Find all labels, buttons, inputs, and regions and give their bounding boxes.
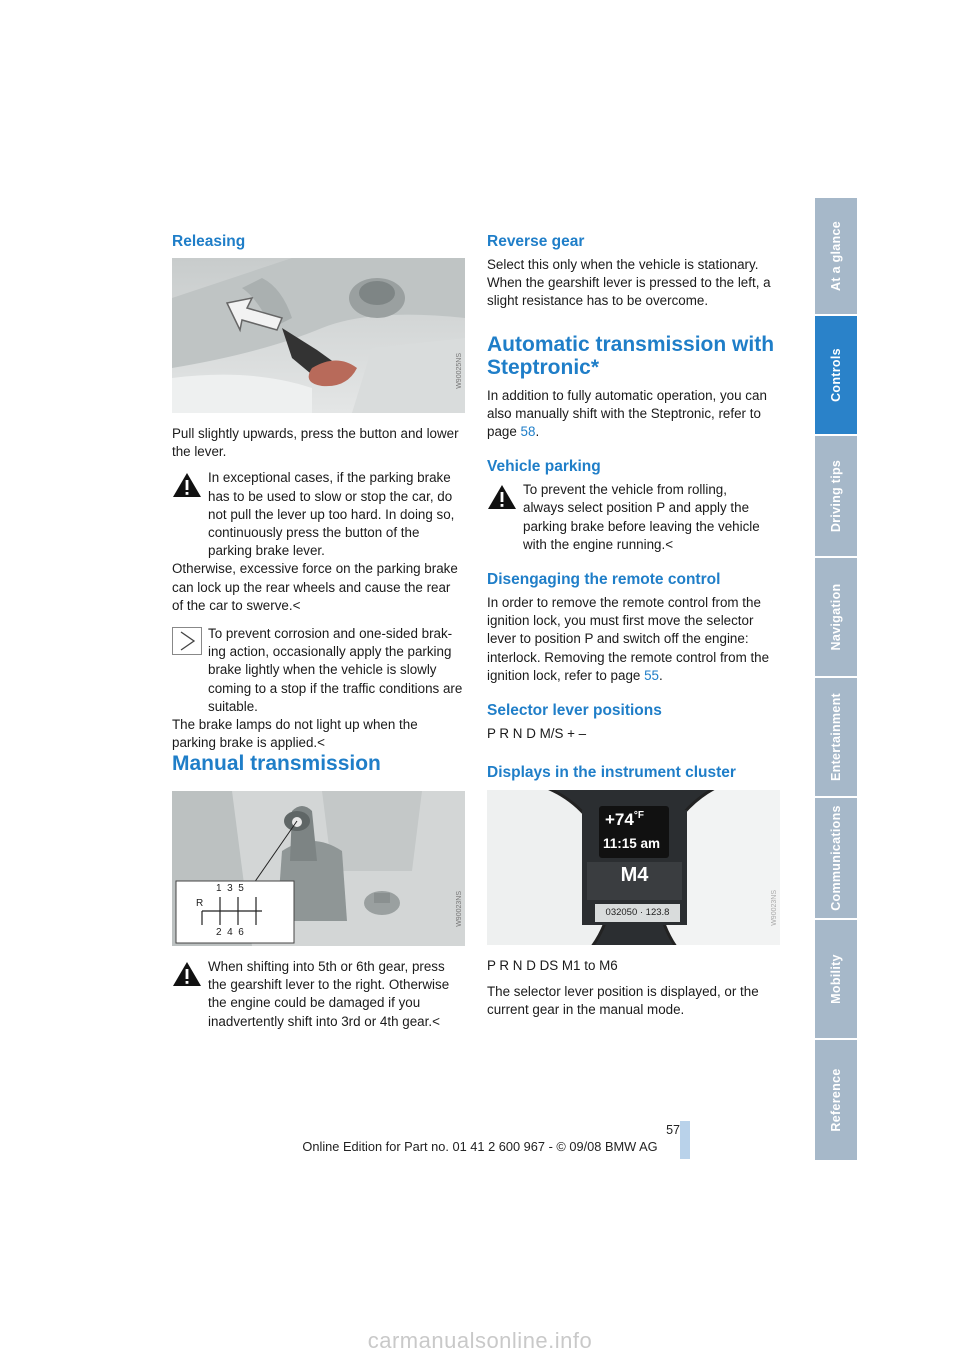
cluster-description-text: The selector lever position is displayed, or the current gear in the manual mode. <box>487 984 759 1018</box>
releasing-heading: Releasing <box>172 233 246 250</box>
sidebar-tab-communications[interactable]: Communications <box>815 798 857 918</box>
gear-diagram-r: R <box>196 898 204 909</box>
footer-edition: Online Edition for Part no. 01 41 2 600 967 - © 09/08 BMW AG <box>302 1139 658 1154</box>
vehicle-parking-heading: Vehicle parking <box>487 458 601 476</box>
sidebar-tab-controls[interactable]: Controls <box>815 316 857 434</box>
gearshift-image: 1 3 5 R 2 4 6 W90023NS <box>172 791 465 946</box>
left-column <box>172 232 464 251</box>
end-mark: < <box>432 1013 440 1029</box>
cluster-odometer: 032050 · 123.8 <box>605 907 670 918</box>
remote-control-heading: Disengaging the remote control <box>487 571 721 589</box>
sidebar-tab-mobility[interactable]: Mobility <box>815 920 857 1038</box>
warning-parking-brake: In exceptional cases, if the parking brake has to be used to slow or stop the car, do not pull the lever up too hard. In doing so, continuously press the button of the parking brake lever. Otherwise, excessive force on the parking brake can lock up the rear wheels and cause the rear of the car to swerve.< <box>172 470 458 613</box>
instrument-cluster-image: $+74^{^\circ F}$ 11:15 am M4 032050 · 123.8 W90023NS <box>487 790 780 945</box>
right-column <box>487 232 779 782</box>
releasing-text: Pull slightly upwards, press the button and lower the lever. <box>172 426 459 460</box>
parking-brake-image: W90025NS <box>172 258 465 413</box>
end-mark: < <box>292 597 301 613</box>
gear-diagram-bottom: 2 4 6 <box>216 927 244 938</box>
end-mark: < <box>317 735 325 751</box>
sidebar-tab-navigation[interactable]: Navigation <box>815 558 857 676</box>
warning-triangle-icon <box>172 960 202 988</box>
warning-triangle-icon <box>172 471 202 499</box>
cluster-temperature: +74 <box>605 810 634 829</box>
page-55-link[interactable]: 55 <box>644 667 659 683</box>
sidebar-tab-driving-tips[interactable]: Driving tips <box>815 436 857 556</box>
sidebar-tab-at-a-glance[interactable]: At a glance <box>815 198 857 314</box>
sidebar-tab-entertainment[interactable]: Entertainment <box>815 678 857 796</box>
cluster-positions-text: P R N D DS M1 to M6 <box>487 958 618 973</box>
remote-control-text: In order to remove the remote control from the ignition lock, you must first move the selector lever to position P and switch off the engine: interlock. Removing the remote control from the ignition lock, refer to page 55. <box>487 595 770 683</box>
reverse-gear-heading: Reverse gear <box>487 233 585 250</box>
selector-lever-heading: Selector lever positions <box>487 702 662 720</box>
gearshift-illustration <box>172 791 465 946</box>
warning-gearshift: When shifting into 5th or 6th gear, press the gearshift lever to the right. Otherwise the engine could be damaged if you inadvertently shift into 3rd or 4th gear.< <box>172 958 464 1031</box>
cluster-gear-display: M4 <box>620 864 649 886</box>
sidebar-tab-reference[interactable]: Reference <box>815 1040 857 1160</box>
end-mark: < <box>665 536 674 552</box>
gear-diagram-top: 1 3 5 <box>216 883 244 894</box>
cluster-time: 11:15 am <box>603 836 661 851</box>
warning-triangle-icon <box>487 483 517 511</box>
note-brake-corrosion: To prevent corrosion and one-sided brak- ing action, occasionally apply the parking brake lightly when the vehicle is slowly coming to a stop if the traffic conditions are suitable. The brake lamps do not light up when the parking brake is applied.< <box>172 626 463 751</box>
instrument-cluster-heading: Displays in the instrument cluster <box>487 764 736 782</box>
page-number: 57 <box>666 1123 680 1137</box>
warning-vehicle-parking: To prevent the vehicle from rolling, always select position P and apply the parking brake before leaving the vehicle with the engine running.< <box>487 481 779 554</box>
automatic-transmission-text: In addition to fully automatic operation, you can also manually shift with the Steptronic, refer to page 58. <box>487 387 767 440</box>
watermark: carmanualsonline.info <box>367 1328 593 1353</box>
selector-lever-text: P R N D M/S + – <box>487 726 587 742</box>
page-58-link[interactable]: 58 <box>520 424 536 440</box>
parking-brake-illustration <box>172 258 465 413</box>
manual-transmission-heading: Manual transmission <box>172 752 381 775</box>
cluster-temperature-unit: °F <box>633 810 644 821</box>
reverse-gear-text: Select this only when the vehicle is stationary. When the gearshift lever is pressed to the left, a slight resistance has to be overcome. <box>487 257 771 309</box>
note-arrow-icon <box>172 627 202 655</box>
automatic-transmission-heading: Automatic transmission with Steptronic* <box>487 332 775 379</box>
